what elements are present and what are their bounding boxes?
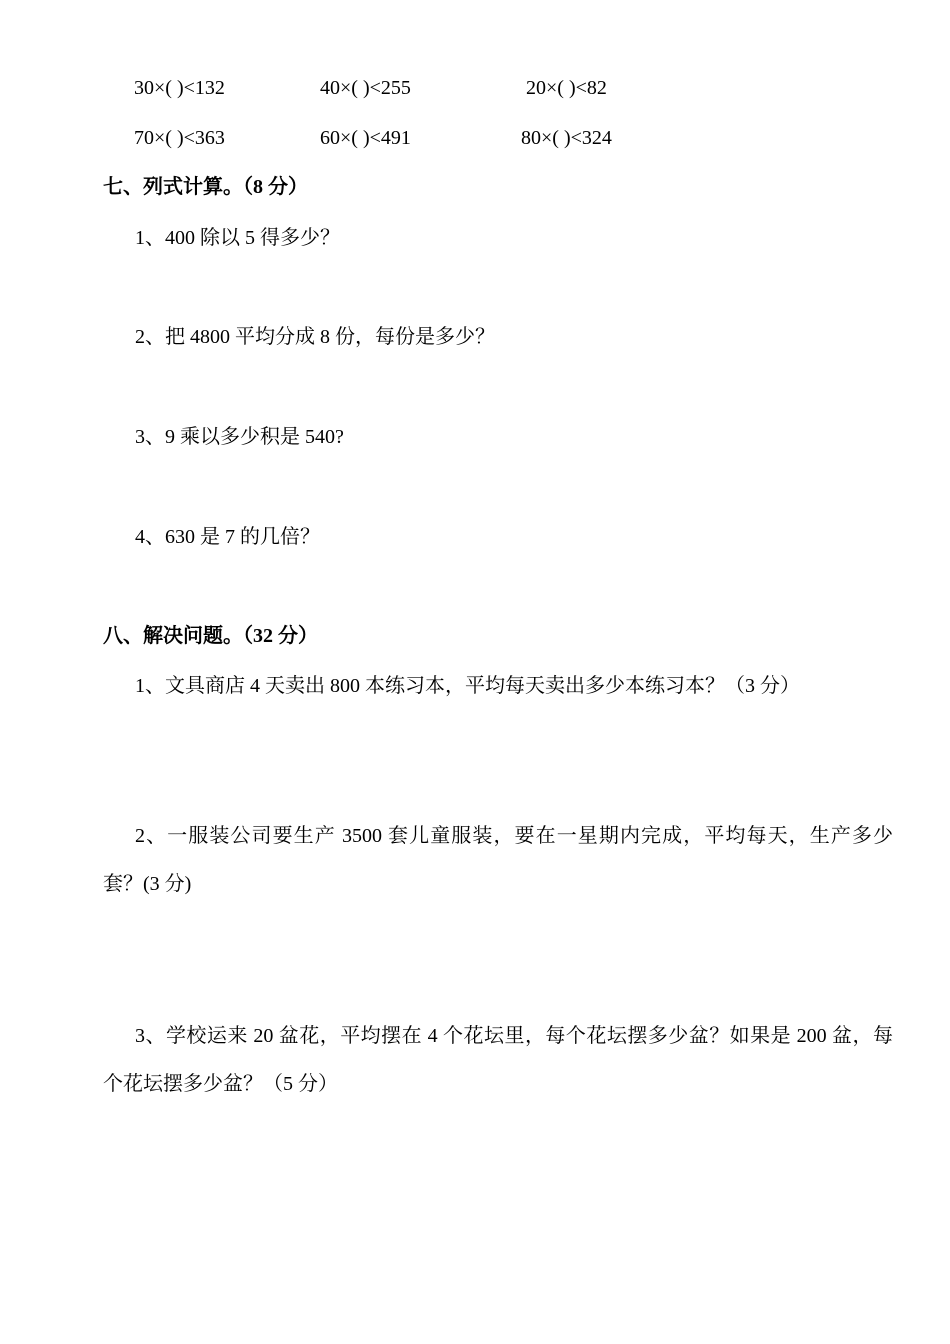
section8-title: 八、解决问题。（32 分） [103,625,318,647]
inequality-2-3: 80×( )<324 [521,127,612,149]
section7-question-3: 3、9 乘以多少积是 540? [135,426,344,448]
section7-question-1: 1、400 除以 5 得多少？ [135,227,340,249]
inequality-1-2: 40×( )<255 [320,77,411,99]
section7-question-4: 4、630 是 7 的几倍？ [135,526,320,548]
section7-question-2: 2、把 4800 平均分成 8 份，每份是多少？ [135,326,495,348]
section8-question-2: 2、一服装公司要生产 3500 套儿童服装，要在一星期内完成，平均每天，生产多少套？(3 分) [103,825,893,895]
section7-title: 七、列式计算。（8 分） [103,176,308,198]
inequality-2-2: 60×( )<491 [320,127,411,149]
section8-question-1: 1、文具商店 4 天卖出 800 本练习本，平均每天卖出多少本练习本？（3 分） [135,675,800,697]
inequality-1-1: 30×( )<132 [134,77,225,99]
section8-question-3: 3、学校运来 20 盆花，平均摆在 4 个花坛里，每个花坛摆多少盆？如果是 200 盆，每个花坛摆多少盆？（5 分） [103,1025,893,1095]
inequality-2-1: 70×( )<363 [134,127,225,149]
inequality-1-3: 20×( )<82 [526,77,607,99]
